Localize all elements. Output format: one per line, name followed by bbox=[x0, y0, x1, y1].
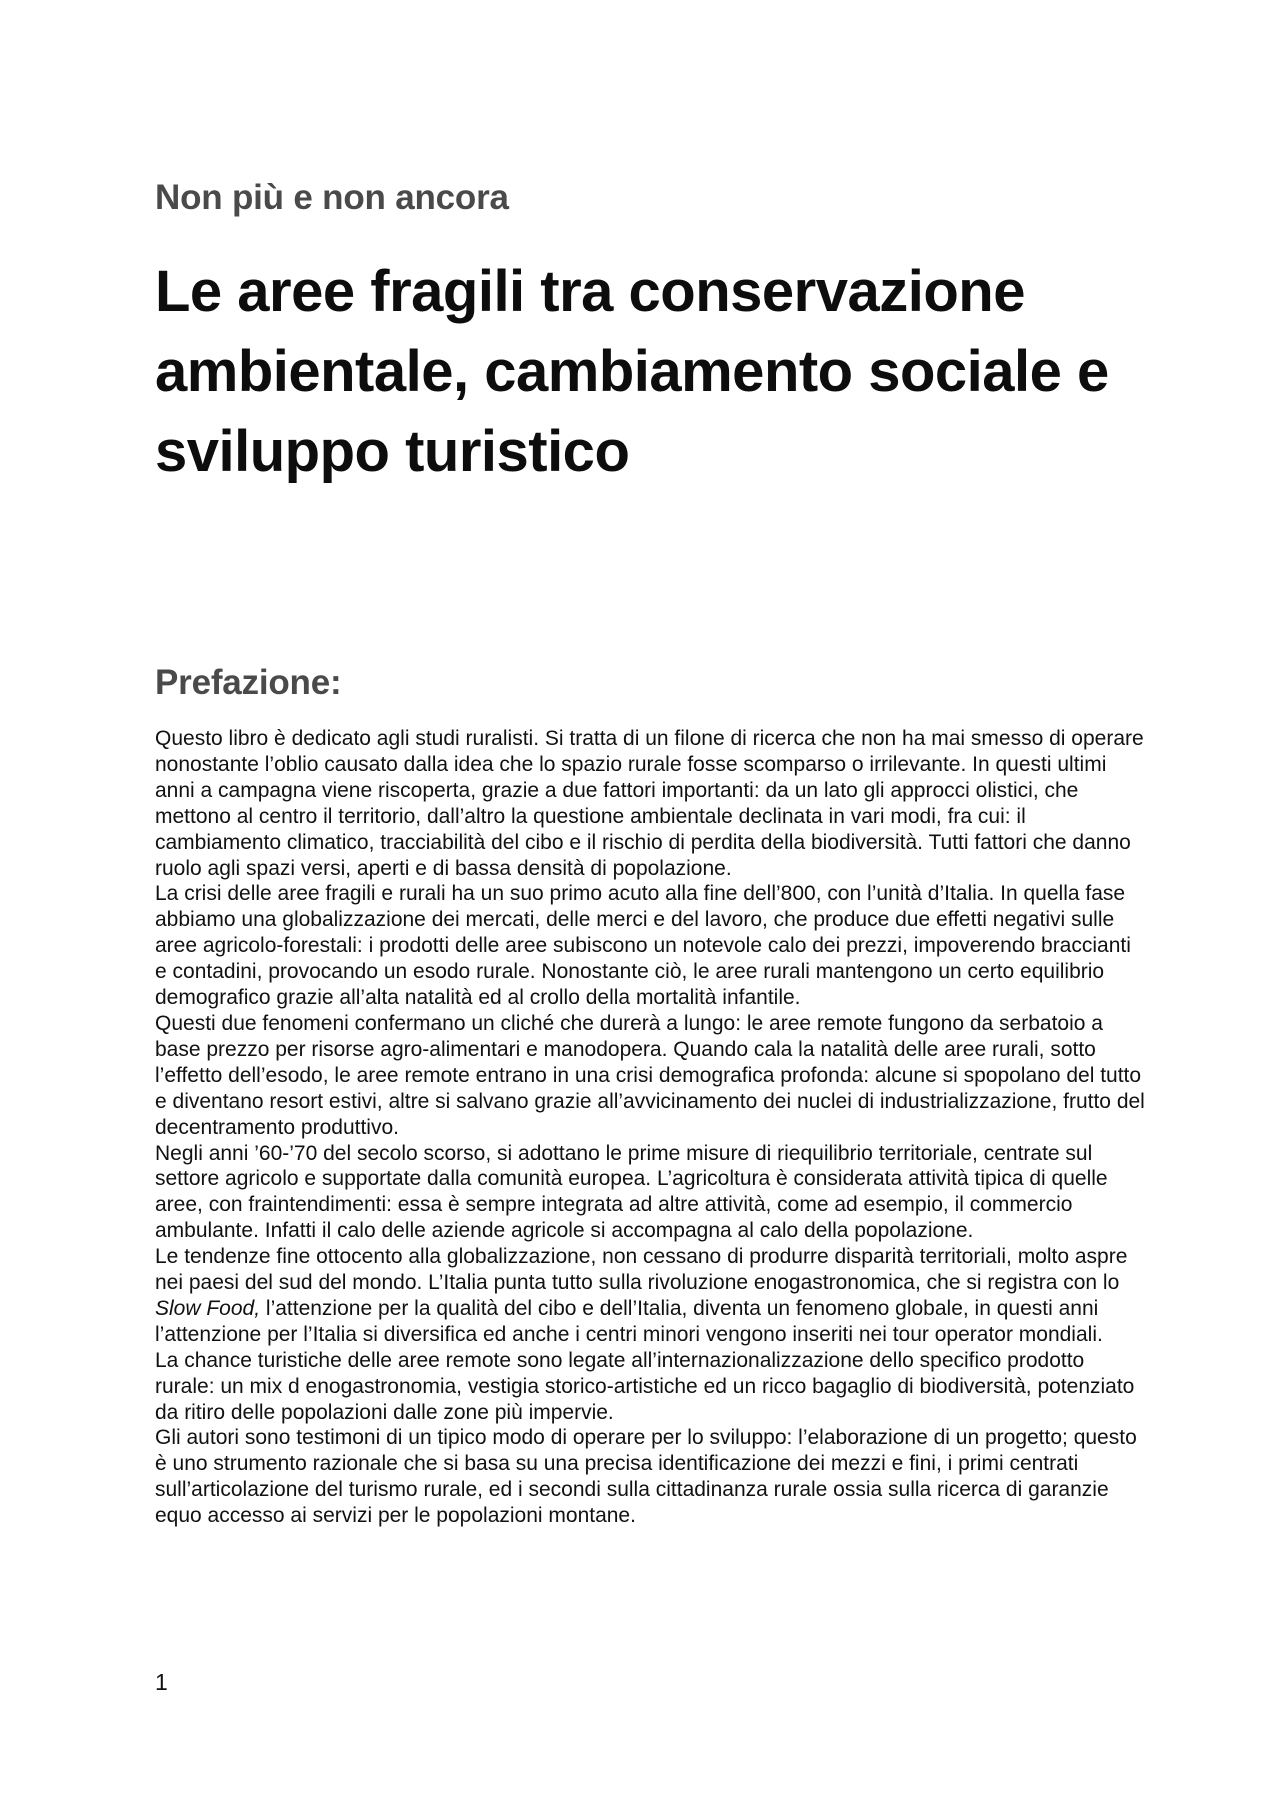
italic-term: Slow Food, bbox=[155, 1296, 261, 1320]
paragraph-text: Le tendenze fine ottocento alla globalizzazione, non cessano di produrre disparità territoriali, molto aspre nei paesi del sud del mondo. L’Italia punta tutto sulla rivoluzione enogastronomica, che si registra con lo bbox=[155, 1245, 1128, 1295]
preface-paragraph: La crisi delle aree fragili e rurali ha un suo primo acuto alla fine dell’800, con l’unità d’Italia. In quella fase abbiamo una globalizzazione dei mercati, delle merci e del lavoro, che produce due effetti negativi sulle aree agricolo-forestali: i prodotti delle aree subiscono un notevole calo dei prezzi, impoverendo braccianti e contadini, provocando un esodo rurale. Nonostante ciò, le aree rurali mantengono un certo equilibrio demografico grazie all’alta natalità ed al crollo della mortalità infantile. bbox=[155, 882, 1131, 1010]
section-heading: Prefazione: bbox=[155, 663, 342, 702]
preface-paragraph: La chance turistiche delle aree remote sono legate all’internazionalizzazione dello specifico prodotto rurale: un mix d enogastronomia, vestigia storico-artistiche ed un ricco bagaglio di biodiversità, potenziato da ritiro delle popolazioni dalle zone più impervie. bbox=[155, 1348, 1135, 1424]
document-page bbox=[155, 0, 1145, 1811]
document-title: Le aree fragili tra conservazione ambientale, cambiamento sociale e sviluppo turistico bbox=[155, 259, 1109, 484]
paragraph-text: l’attenzione per la qualità del cibo e dell’Italia, diventa un fenomeno globale, in questi anni l’attenzione per l’Italia si diversifica ed anche i centri minori vengono inseriti nei tour operator mondiali. bbox=[155, 1296, 1103, 1346]
preface-paragraph bbox=[155, 1244, 1145, 1348]
page-number: 1 bbox=[155, 1669, 168, 1695]
preface-paragraph: Questo libro è dedicato agli studi ruralisti. Si tratta di un filone di ricerca che non ha mai smesso di operare nonostante l’oblio causato dalla idea che lo spazio rurale fosse scomparso o irrilevante. In questi ultimi anni a campagna viene riscoperta, grazie a due fattori importanti: da un lato gli approcci olistici, che mettono al centro il territorio, dall’altro la questione ambientale declinata in vari modi, fra cui: il cambiamento climatico, tracciabilità del cibo e il rischio di perdita della biodiversità. Tutti fattori che danno ruolo agli spazi versi, aperti e di bassa densità di popolazione. bbox=[155, 727, 1144, 880]
preface-paragraph: Questi due fenomeni confermano un cliché che durerà a lungo: le aree remote fungono da serbatoio a base prezzo per risorse agro-alimentari e manodopera. Quando cala la natalità delle aree rurali, sotto l’effetto dell’esodo, le aree remote entrano in una crisi demografica profonda: alcune si spopolano del tutto e diventano resort estivi, altre si salvano grazie all’avvicinamento dei nuclei di industrializzazione, frutto del decentramento produttivo. bbox=[155, 1011, 1145, 1139]
document-kicker: Non più e non ancora bbox=[155, 178, 509, 217]
preface-paragraph: Gli autori sono testimoni di un tipico modo di operare per lo sviluppo: l’elaborazione di un progetto; questo è uno strumento razionale che si basa su una precisa identificazione dei mezzi e fini, i primi centrati sull’articolazione del turismo rurale, ed i secondi sulla cittadinanza rurale ossia sulla ricerca di garanzie equo accesso ai servizi per le popolazioni montane. bbox=[155, 1426, 1137, 1528]
preface-paragraph: Negli anni ’60-’70 del secolo scorso, si adottano le prime misure di riequilibrio territoriale, centrate sul settore agricolo e supportate dalla comunità europea. L’agricoltura è considerata attività tipica di quelle aree, con fraintendimenti: essa è sempre integrata ad altre attività, come ad esempio, il commercio ambulante. Infatti il calo delle aziende agricole si accompagna al calo della popolazione. bbox=[155, 1141, 1108, 1243]
preface-body bbox=[155, 726, 1145, 1529]
